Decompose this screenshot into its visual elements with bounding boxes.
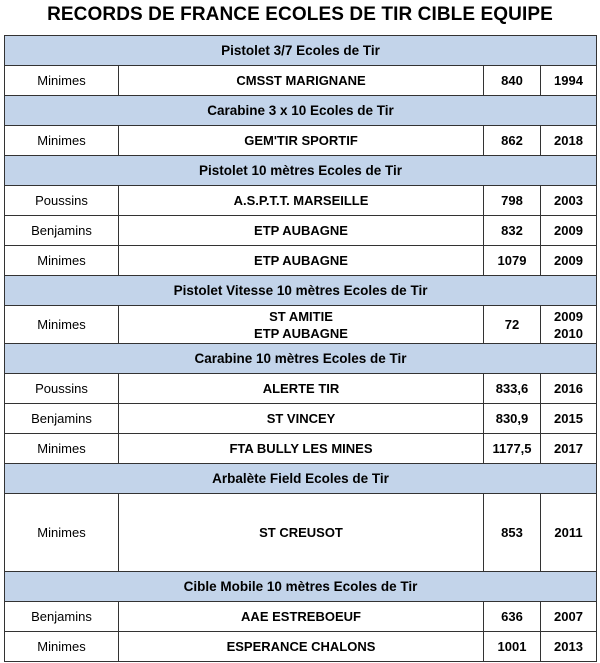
club-cell: ESPERANCE CHALONS [119,632,484,662]
section-title: Carabine 3 x 10 Ecoles de Tir [5,96,597,126]
year-cell: 2015 [541,404,597,434]
category-cell: Minimes [5,434,119,464]
category-cell: Minimes [5,306,119,344]
club-cell: ETP AUBAGNE [119,246,484,276]
section-title: Arbalète Field Ecoles de Tir [5,464,597,494]
score-cell: 853 [484,494,541,572]
table-row [5,602,597,632]
section-title: Cible Mobile 10 mètres Ecoles de Tir [5,572,597,602]
score-cell: 833,6 [484,374,541,404]
category-cell: Benjamins [5,216,119,246]
year-value: 2010 [554,325,583,341]
club-name: ST AMITIE [269,308,333,324]
club-cell: ETP AUBAGNE [119,216,484,246]
section-header [5,344,597,374]
year-cell: 2003 [541,186,597,216]
score-cell: 72 [484,306,541,344]
category-cell: Poussins [5,374,119,404]
year-cell: 2011 [541,494,597,572]
table-row [5,494,597,572]
category-cell: Minimes [5,66,119,96]
table-row [5,306,597,344]
score-cell: 798 [484,186,541,216]
year-cell: 2018 [541,126,597,156]
section-header [5,156,597,186]
club-cell: ALERTE TIR [119,374,484,404]
year-cell: 2013 [541,632,597,662]
year-cell: 2007 [541,602,597,632]
section-header [5,36,597,66]
year-cell: 2016 [541,374,597,404]
year-cell [541,306,597,344]
page-title: RECORDS DE FRANCE ECOLES DE TIR CIBLE EQUIPE [47,4,553,25]
category-cell: Minimes [5,632,119,662]
table-row [5,246,597,276]
table-row [5,404,597,434]
year-value: 2009 [554,308,583,324]
table-row [5,216,597,246]
club-cell: ST CREUSOT [119,494,484,572]
club-cell: FTA BULLY LES MINES [119,434,484,464]
club-name: ETP AUBAGNE [254,325,348,341]
score-cell: 1079 [484,246,541,276]
year-cell: 2009 [541,216,597,246]
club-cell: AAE ESTREBOEUF [119,602,484,632]
score-cell: 840 [484,66,541,96]
club-cell [119,306,484,344]
score-cell: 862 [484,126,541,156]
section-title: Pistolet Vitesse 10 mètres Ecoles de Tir [5,276,597,306]
table-row [5,126,597,156]
score-cell: 1177,5 [484,434,541,464]
year-cell: 2009 [541,246,597,276]
club-cell: GEM'TIR SPORTIF [119,126,484,156]
category-cell: Minimes [5,126,119,156]
table-row [5,374,597,404]
section-header [5,572,597,602]
score-cell: 1001 [484,632,541,662]
category-cell: Minimes [5,494,119,572]
table-row [5,66,597,96]
section-title: Carabine 10 mètres Ecoles de Tir [5,344,597,374]
section-header [5,96,597,126]
score-cell: 832 [484,216,541,246]
section-header [5,276,597,306]
score-cell: 830,9 [484,404,541,434]
section-header [5,464,597,494]
table-row [5,186,597,216]
category-cell: Minimes [5,246,119,276]
club-cell: CMSST MARIGNANE [119,66,484,96]
table-row [5,632,597,662]
section-title: Pistolet 3/7 Ecoles de Tir [5,36,597,66]
year-cell: 1994 [541,66,597,96]
records-table [4,35,597,662]
score-cell: 636 [484,602,541,632]
category-cell: Benjamins [5,602,119,632]
club-cell: A.S.P.T.T. MARSEILLE [119,186,484,216]
year-cell: 2017 [541,434,597,464]
table-row [5,434,597,464]
category-cell: Poussins [5,186,119,216]
section-title: Pistolet 10 mètres Ecoles de Tir [5,156,597,186]
club-cell: ST VINCEY [119,404,484,434]
category-cell: Benjamins [5,404,119,434]
